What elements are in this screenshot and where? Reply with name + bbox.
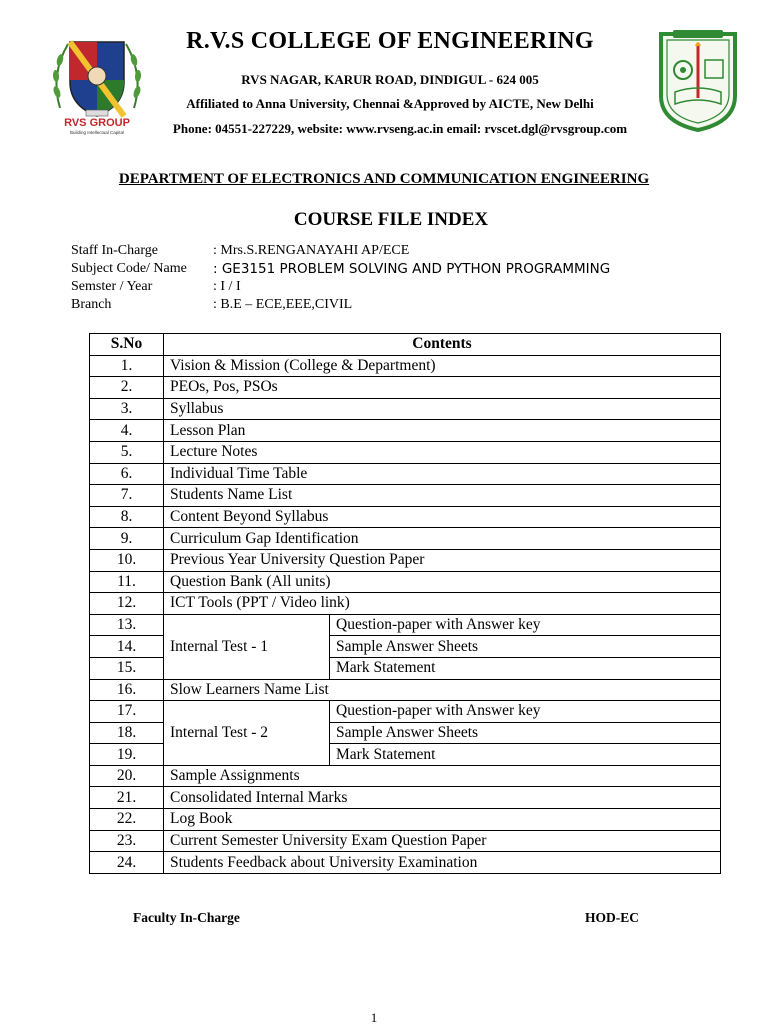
row-sno: 11. (90, 571, 164, 593)
row-content: Mark Statement (330, 657, 721, 679)
table-row (90, 765, 721, 787)
row-sno: 14. (90, 636, 164, 658)
row-content: Question-paper with Answer key (330, 701, 721, 723)
row-sno: 10. (90, 549, 164, 571)
row-content: Question Bank (All units) (164, 571, 721, 593)
table-row (90, 528, 721, 550)
department-title (0, 171, 768, 188)
row-content: Content Beyond Syllabus (164, 506, 721, 528)
logo-text: RVS GROUP (64, 117, 130, 129)
row-content: Curriculum Gap Identification (164, 528, 721, 550)
row-content: Log Book (164, 809, 721, 831)
row-content: Students Feedback about University Examination (164, 852, 721, 874)
row-sno: 21. (90, 787, 164, 809)
faculty-signature-label: Faculty In-Charge (133, 910, 240, 925)
row-sno: 17. (90, 701, 164, 723)
row-content: Slow Learners Name List (164, 679, 721, 701)
row-sno: 19. (90, 744, 164, 766)
info-value: : I / I (213, 279, 241, 294)
document-title: COURSE FILE INDEX (293, 209, 489, 230)
table-row (90, 549, 721, 571)
row-content: Previous Year University Question Paper (164, 549, 721, 571)
info-value: : Mrs.S.RENGANAYAHI AP/ECE (213, 243, 410, 258)
college-name: R.V.S COLLEGE OF ENGINEERING (186, 28, 594, 54)
row-sno: 13. (90, 614, 164, 636)
table-row (90, 506, 721, 528)
row-sno: 24. (90, 852, 164, 874)
row-content: Consolidated Internal Marks (164, 787, 721, 809)
info-label: Branch (71, 297, 112, 312)
row-sno: 1. (90, 355, 164, 377)
row-sno: 12. (90, 593, 164, 615)
row-sno: 4. (90, 420, 164, 442)
row-content: PEOs, Pos, PSOs (164, 377, 721, 399)
row-group-internal-test-1: Internal Test - 1 (164, 614, 330, 679)
row-sno: 9. (90, 528, 164, 550)
row-content: Vision & Mission (College & Department) (164, 355, 721, 377)
table-row (90, 679, 721, 701)
table-row (90, 593, 721, 615)
college-address: RVS NAGAR, KARUR ROAD, DINDIGUL - 624 005 (241, 72, 539, 87)
row-sno: 16. (90, 679, 164, 701)
row-content: Sample Assignments (164, 765, 721, 787)
rvs-college-seal-logo (655, 26, 741, 132)
row-content: Sample Answer Sheets (330, 636, 721, 658)
info-label: Subject Code/ Name (71, 261, 187, 276)
row-sno: 23. (90, 830, 164, 852)
row-content: Sample Answer Sheets (330, 722, 721, 744)
row-content: Students Name List (164, 485, 721, 507)
table-row (90, 614, 721, 636)
header-contents: Contents (164, 334, 721, 356)
department-text: DEPARTMENT OF ELECTRONICS AND COMMUNICATION ENGINEERING (118, 171, 650, 187)
info-label: Semster / Year (71, 279, 153, 294)
row-content: Syllabus (164, 398, 721, 420)
table-row (90, 571, 721, 593)
row-sno: 5. (90, 441, 164, 463)
row-sno: 22. (90, 809, 164, 831)
row-content: Lesson Plan (164, 420, 721, 442)
row-content: Mark Statement (330, 744, 721, 766)
row-content: Current Semester University Exam Question Paper (164, 830, 721, 852)
row-sno: 3. (90, 398, 164, 420)
table-row (90, 809, 721, 831)
row-sno: 15. (90, 657, 164, 679)
course-file-index-table (89, 333, 721, 874)
header-sno: S.No (90, 334, 164, 356)
row-sno: 18. (90, 722, 164, 744)
row-content: Individual Time Table (164, 463, 721, 485)
table-row (90, 377, 721, 399)
row-sno: 7. (90, 485, 164, 507)
table-row (90, 852, 721, 874)
table-row (90, 463, 721, 485)
page-number: 1 (370, 1010, 378, 1025)
college-affiliation: Affiliated to Anna University, Chennai &Approved by AICTE, New Delhi (186, 96, 594, 111)
table-header-row (90, 334, 721, 356)
table-row (90, 441, 721, 463)
hod-signature-label: HOD-EC (585, 910, 639, 925)
college-contact: Phone: 04551-227229, website: www.rvseng.ac.in email: rvscet.dgl@rvsgroup.com (172, 121, 628, 136)
row-sno: 8. (90, 506, 164, 528)
table-row (90, 398, 721, 420)
table-row (90, 485, 721, 507)
table-row (90, 355, 721, 377)
row-sno: 2. (90, 377, 164, 399)
row-content: Question-paper with Answer key (330, 614, 721, 636)
info-label: Staff In-Charge (71, 243, 158, 258)
row-sno: 6. (90, 463, 164, 485)
info-value: : GE3151 PROBLEM SOLVING AND PYTHON PROGRAMMING (213, 261, 611, 277)
table-row (90, 830, 721, 852)
row-group-internal-test-2: Internal Test - 2 (164, 701, 330, 766)
row-sno: 20. (90, 765, 164, 787)
row-content: Lecture Notes (164, 441, 721, 463)
table-row (90, 787, 721, 809)
table-row (90, 701, 721, 723)
table-row (90, 420, 721, 442)
info-value: : B.E – ECE,EEE,CIVIL (213, 297, 353, 312)
row-content: ICT Tools (PPT / Video link) (164, 593, 721, 615)
logo-tagline: Building Intellectual Capital (69, 130, 125, 135)
